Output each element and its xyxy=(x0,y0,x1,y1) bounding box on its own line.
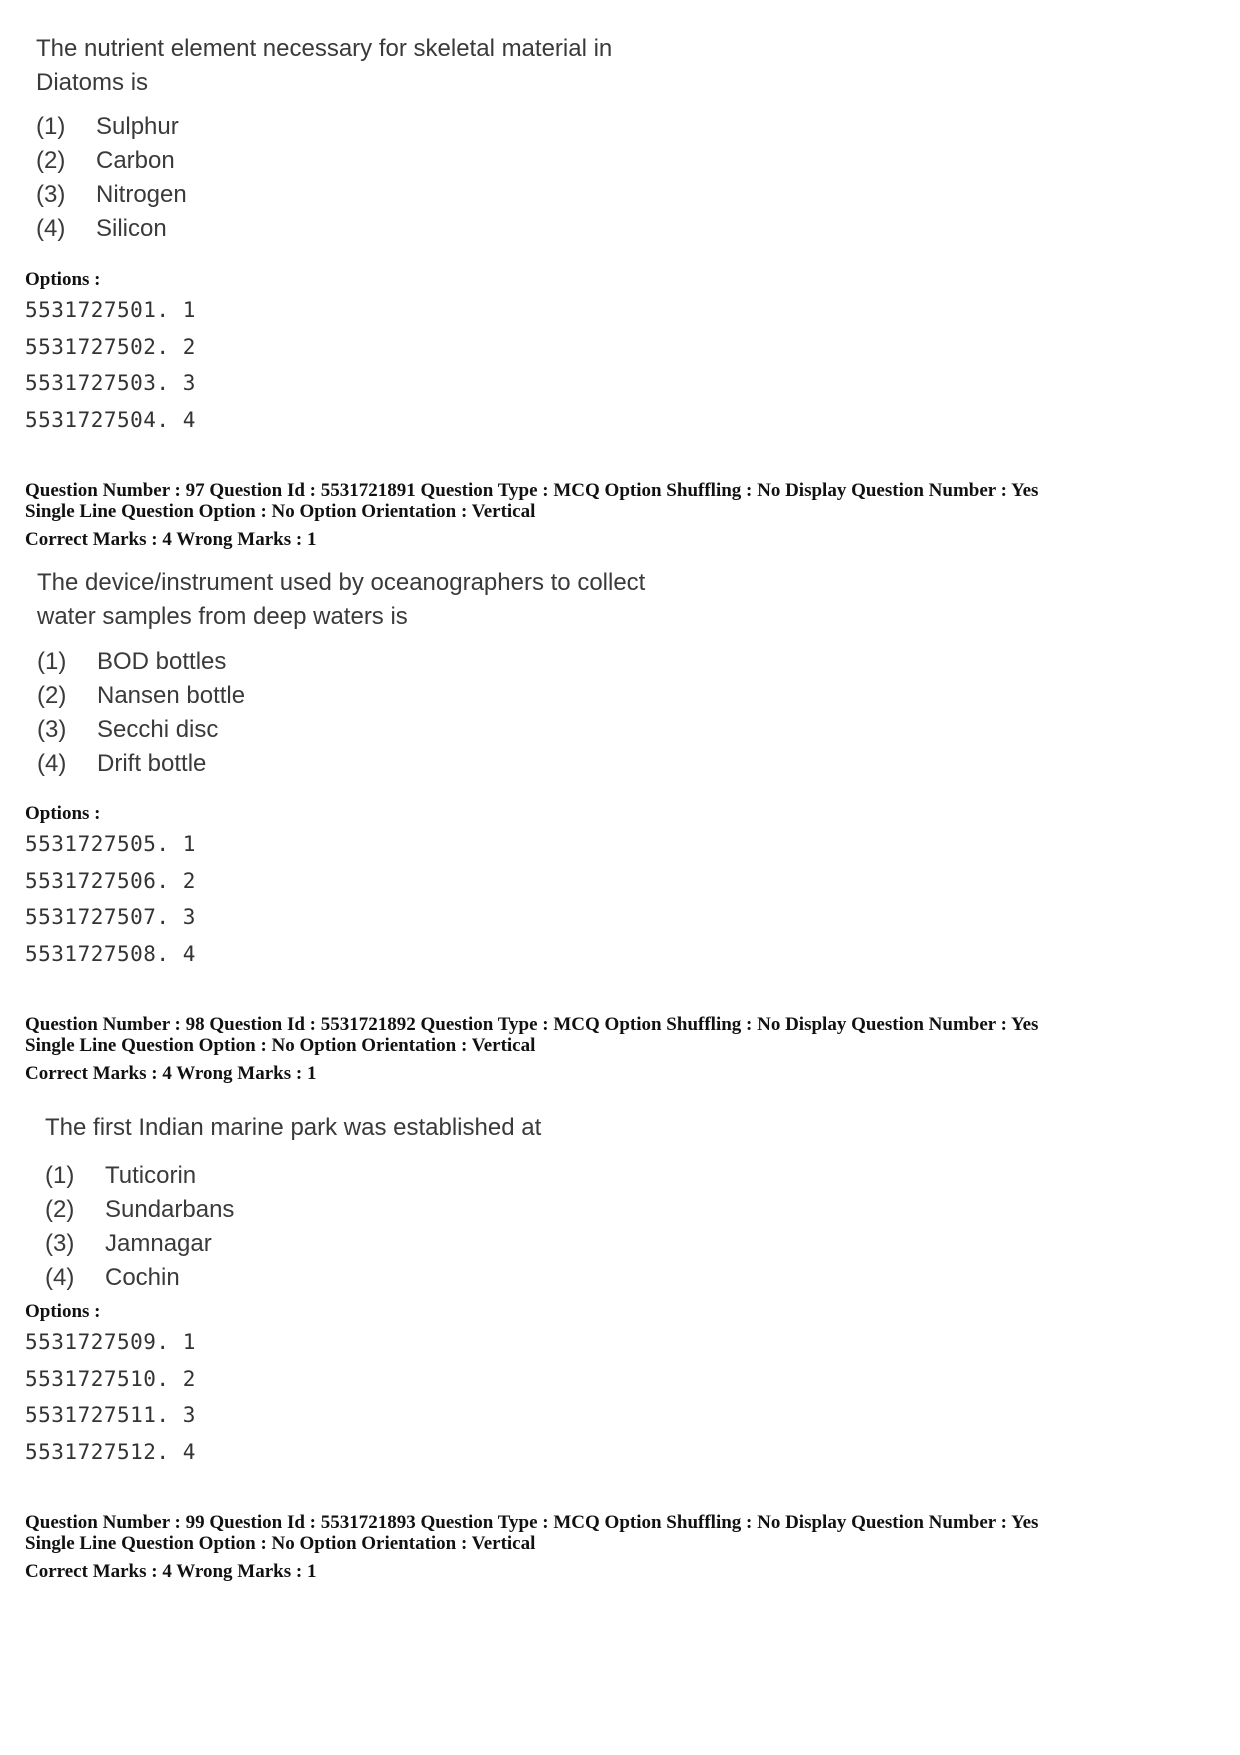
choice-label: Drift bottle xyxy=(97,750,207,777)
choice-label: Tuticorin xyxy=(105,1162,197,1189)
choice-number: (4) xyxy=(45,1264,75,1291)
choice-number: (2) xyxy=(36,147,66,174)
choice-number: (4) xyxy=(37,750,67,777)
option-id-line: 5531727510. 2 xyxy=(25,1366,196,1391)
choice-item xyxy=(37,713,1240,747)
choice-number: (1) xyxy=(37,648,67,675)
choice-label: Sulphur xyxy=(96,113,179,140)
choice-number: (1) xyxy=(45,1162,75,1189)
option-id-line: 5531727508. 4 xyxy=(25,941,196,966)
choice-item xyxy=(45,1261,1240,1295)
question-98-block xyxy=(0,1111,1240,1295)
choice-item xyxy=(36,212,1240,246)
choice-label: BOD bottles xyxy=(97,648,227,675)
option-id-line: 5531727507. 3 xyxy=(25,905,196,929)
option-id-line: 5531727509. 1 xyxy=(25,1330,196,1354)
choice-item xyxy=(37,679,1240,713)
question-marks: Correct Marks : 4 Wrong Marks : 1 xyxy=(25,1063,317,1084)
choice-item xyxy=(36,144,1240,178)
choice-item xyxy=(36,178,1240,212)
question-96-choices xyxy=(36,110,1240,246)
options-heading: Options : xyxy=(25,803,101,824)
question-meta-line: Single Line Question Option : No Option Orientation : Vertical xyxy=(25,1533,536,1554)
choice-number: (1) xyxy=(36,113,66,140)
choice-label: Jamnagar xyxy=(105,1230,212,1257)
question-97-options xyxy=(25,802,1240,972)
choice-item xyxy=(45,1227,1240,1261)
option-id-line: 5531727505. 1 xyxy=(25,832,196,856)
question-97-text: The device/instrument used by oceanographers to collect water samples from deep waters is xyxy=(37,569,646,630)
question-98-meta xyxy=(25,1014,1225,1084)
question-96-options xyxy=(25,268,1240,438)
question-meta-line: Question Number : 98 Question Id : 5531721892 Question Type : MCQ Option Shuffling : No Display Question Number : Yes xyxy=(25,1014,1039,1035)
choice-label: Carbon xyxy=(96,147,175,174)
choice-number: (2) xyxy=(37,682,67,709)
choice-item xyxy=(45,1193,1240,1227)
choice-item xyxy=(45,1159,1240,1193)
option-id-line: 5531727506. 2 xyxy=(25,868,196,893)
question-97-choices xyxy=(37,645,1240,781)
option-id-line: 5531727503. 3 xyxy=(25,371,196,395)
choice-label: Silicon xyxy=(96,215,167,242)
choice-item xyxy=(37,747,1240,781)
option-id-line: 5531727502. 2 xyxy=(25,334,196,359)
choice-number: (3) xyxy=(45,1230,75,1257)
question-96-block xyxy=(0,32,1240,246)
choice-item xyxy=(37,645,1240,679)
question-96-text: The nutrient element necessary for skeletal material in Diatoms is xyxy=(36,35,613,96)
option-id-line: 5531727511. 3 xyxy=(25,1403,196,1427)
choice-label: Nansen bottle xyxy=(97,682,246,709)
option-id-line: 5531727501. 1 xyxy=(25,298,196,322)
question-meta-line: Question Number : 99 Question Id : 5531721893 Question Type : MCQ Option Shuffling : No Display Question Number : Yes xyxy=(25,1512,1039,1533)
choice-label: Cochin xyxy=(105,1264,180,1291)
question-97-block xyxy=(0,566,1240,781)
choice-label: Sundarbans xyxy=(105,1196,235,1223)
question-meta-line: Question Number : 97 Question Id : 5531721891 Question Type : MCQ Option Shuffling : No Display Question Number : Yes xyxy=(25,480,1039,501)
choice-number: (3) xyxy=(36,181,66,208)
question-98-text: The first Indian marine park was established at xyxy=(45,1114,542,1141)
option-id-line: 5531727504. 4 xyxy=(25,407,196,432)
question-98-choices xyxy=(45,1159,1240,1295)
options-heading: Options : xyxy=(25,1301,101,1322)
choice-label: Nitrogen xyxy=(96,181,187,208)
question-meta-line: Single Line Question Option : No Option Orientation : Vertical xyxy=(25,1035,536,1056)
options-heading: Options : xyxy=(25,269,101,290)
question-marks: Correct Marks : 4 Wrong Marks : 1 xyxy=(25,529,317,550)
choice-number: (4) xyxy=(36,215,66,242)
question-99-meta xyxy=(25,1512,1225,1582)
choice-number: (2) xyxy=(45,1196,75,1223)
question-97-meta xyxy=(25,480,1225,550)
choice-item xyxy=(36,110,1240,144)
question-meta-line: Single Line Question Option : No Option Orientation : Vertical xyxy=(25,501,536,522)
choice-number: (3) xyxy=(37,716,67,743)
question-marks: Correct Marks : 4 Wrong Marks : 1 xyxy=(25,1561,317,1582)
choice-label: Secchi disc xyxy=(97,716,219,743)
question-98-options xyxy=(25,1300,1240,1470)
option-id-line: 5531727512. 4 xyxy=(25,1439,196,1464)
